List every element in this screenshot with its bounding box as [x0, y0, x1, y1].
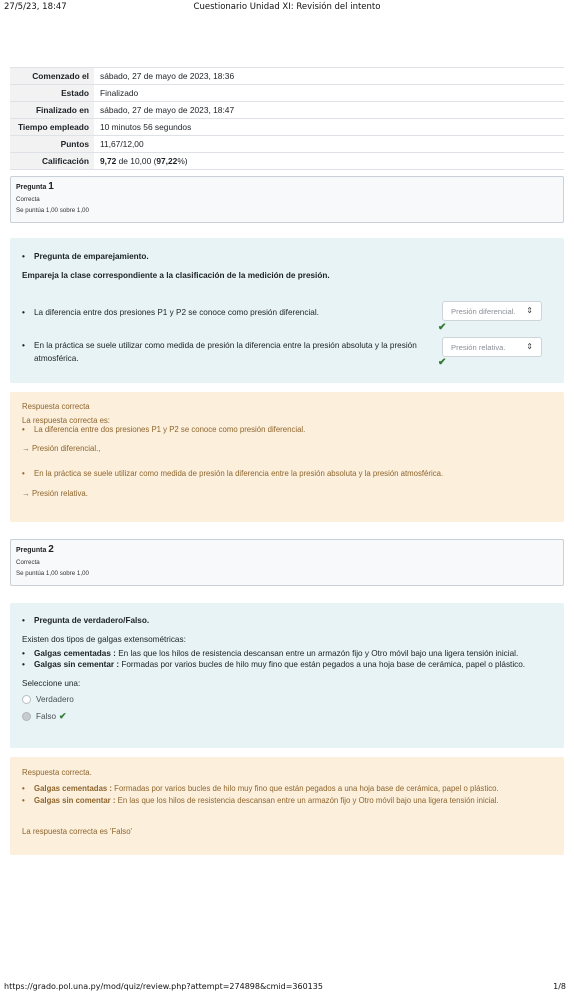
grade-percent: 97,22	[156, 156, 178, 166]
question-instruction: Empareja la clase correspondiente a la clasificación de la medición de presión.	[22, 271, 330, 280]
match-item-text: La diferencia entre dos presiones P1 y P2 se conoce como presión diferencial.	[34, 308, 319, 317]
select-arrows-icon: ⇕	[526, 342, 533, 351]
question-heading: Pregunta de verdadero/Falso.	[34, 616, 150, 625]
attempt-summary-table	[10, 67, 564, 170]
summary-label: Puntos	[10, 136, 94, 153]
correct-check-icon: ✔	[438, 322, 447, 333]
feedback-title: Respuesta correcta	[22, 402, 90, 411]
summary-value: 11,67/12,00	[100, 139, 144, 149]
print-footer	[4, 982, 570, 994]
galga-desc: Formadas por varios bucles de hilo muy fino que están pegados a una hoja base de cerámica, papel o plástico.	[112, 784, 499, 793]
question-2-formulation: • Pregunta de verdadero/Falso. Existen dos tipos de galgas extensométricas: • Galgas cementadas : En las que los hilos de resistencia descansan entre un armazón fijo y Otro móvil bajo una ligera tensión inicial. • Galgas sin cementar : Formadas por varios bucles de hilo muy fino que están pegados a una hoja base de cerámica, papel o plástico. Seleccione una: Verdadero Falso ✔	[10, 603, 564, 748]
galga-desc: Formadas por varios bucles de hilo muy fino que están pegados a una hoja base de cerámica, papel o plástico.	[119, 660, 526, 669]
summary-row	[10, 136, 564, 153]
print-datetime: 27/5/23, 18:47	[4, 2, 67, 12]
match-select-1[interactable]	[442, 301, 542, 321]
print-page-number: 1/8	[553, 982, 566, 991]
summary-label: Tiempo empleado	[10, 119, 94, 136]
question-intro: Existen dos tipos de galgas extensométricas:	[22, 635, 186, 644]
question-status: Correcta	[16, 196, 40, 203]
summary-value: sábado, 27 de mayo de 2023, 18:47	[100, 105, 235, 115]
summary-label: Comenzado el	[10, 68, 94, 85]
feedback-answer: → Presión relativa.	[22, 489, 88, 498]
match-select-2[interactable]	[442, 337, 542, 357]
galga-name: Galgas sin cementar :	[34, 660, 120, 669]
correct-check-icon: ✔	[59, 711, 67, 721]
question-grade: Se puntúa 1,00 sobre 1,00	[16, 207, 89, 214]
galga-name: Galgas cementadas :	[34, 649, 116, 658]
question-grade: Se puntúa 1,00 sobre 1,00	[16, 570, 89, 577]
question-label: Pregunta	[16, 184, 47, 191]
feedback-answer: La respuesta correcta es 'Falso'	[22, 827, 133, 836]
summary-value: sábado, 27 de mayo de 2023, 18:36	[100, 71, 235, 81]
option-label: Verdadero	[36, 695, 74, 704]
print-title: Cuestionario Unidad XI: Revisión del intento	[193, 2, 381, 12]
feedback-title: Respuesta correcta.	[22, 768, 92, 777]
question-status: Correcta	[16, 559, 40, 566]
galga-name: Galgas cementadas :	[34, 784, 113, 793]
select-value: Presión diferencial.	[451, 307, 516, 316]
summary-label: Finalizado en	[10, 102, 94, 119]
print-header	[4, 2, 570, 14]
option-verdadero[interactable]	[22, 695, 552, 704]
radio-button[interactable]	[22, 695, 31, 704]
match-item: • La diferencia entre dos presiones P1 y P2 se conoce como presión diferencial.	[22, 308, 319, 317]
summary-value: 9,72 de 10,00 (97,22%)	[100, 156, 188, 166]
galga-desc: En las que los hilos de resistencia descansan entre un armazón fijo y Otro móvil bajo una ligera tensión inicial.	[115, 649, 519, 658]
feedback-item: La diferencia entre dos presiones P1 y P2 se conoce como presión diferencial.	[34, 425, 306, 434]
summary-row	[10, 119, 564, 136]
grade-score: 9,72	[100, 156, 117, 166]
select-arrows-icon: ⇕	[526, 306, 533, 315]
summary-row	[10, 68, 564, 85]
summary-row	[10, 85, 564, 102]
radio-button-selected[interactable]	[22, 712, 31, 721]
question-number: 2	[48, 544, 54, 555]
summary-value: Finalizado	[100, 88, 139, 98]
question-2-feedback: Respuesta correcta. • Galgas cementadas : Formadas por varios bucles de hilo muy fino que están pegados a una hoja base de cerámica, papel o plástico. • Galgas sin comentar : En las que los hilos de resistencia descansan entre un armazón fijo y Otro móvil bajo una ligera tensión inicial. La respuesta correcta es 'Falso'	[10, 757, 564, 855]
question-1-feedback: Respuesta correcta La respuesta correcta es: • La diferencia entre dos presiones P1 y P2 se conoce como presión diferencial. → Presión diferencial., • En la práctica se suele utilizar como medida de presión la diferencia entre la presión absoluta y la presión atmosférica. → Presión relativa.	[10, 392, 564, 522]
question-label: Pregunta	[16, 547, 47, 554]
question-1-info	[10, 176, 564, 223]
print-url: https://grado.pol.una.py/mod/quiz/review.php?attempt=274898&cmid=360135	[4, 982, 323, 991]
match-item: • En la práctica se suele utilizar como medida de presión la diferencia entre la presión absoluta y la presión atmosférica.	[22, 339, 422, 365]
feedback-item: En la práctica se suele utilizar como medida de presión la diferencia entre la presión absoluta y la presión atmosférica.	[34, 469, 444, 478]
question-1-formulation: • Pregunta de emparejamiento. Empareja la clase correspondiente a la clasificación de la medición de presión. • La diferencia entre dos presiones P1 y P2 se conoce como presión diferencial. Presión diferencial. ⇕ ✔ • En la práctica se suele utilizar como medida de presión la diferencia entre la presión absoluta y la presión atmosférica. Presión relativa. ⇕ ✔	[10, 238, 564, 383]
summary-row	[10, 102, 564, 119]
select-prompt: Seleccione una:	[22, 679, 81, 688]
galga-desc: En las que los hilos de resistencia descansan entre un armazón fijo y Otro móvil bajo una ligera tensión inicial.	[115, 796, 499, 805]
galga-name: Galgas sin comentar :	[34, 796, 116, 805]
question-heading: Pregunta de emparejamiento.	[34, 252, 149, 261]
question-number: 1	[48, 181, 54, 192]
question-2-info	[10, 539, 564, 586]
summary-label: Estado	[10, 85, 94, 102]
select-value: Presión relativa.	[451, 343, 506, 352]
match-item-text: En la práctica se suele utilizar como medida de presión la diferencia entre la presión absoluta y la presión atmosférica.	[34, 341, 417, 363]
option-falso[interactable]	[22, 711, 552, 722]
summary-row	[10, 153, 564, 170]
feedback-intro: La respuesta correcta es:	[22, 416, 110, 425]
correct-check-icon: ✔	[438, 357, 447, 368]
option-label: Falso	[36, 712, 57, 721]
summary-value: 10 minutos 56 segundos	[100, 122, 192, 132]
feedback-answer: → Presión diferencial.,	[22, 444, 101, 453]
summary-label: Calificación	[10, 153, 94, 170]
